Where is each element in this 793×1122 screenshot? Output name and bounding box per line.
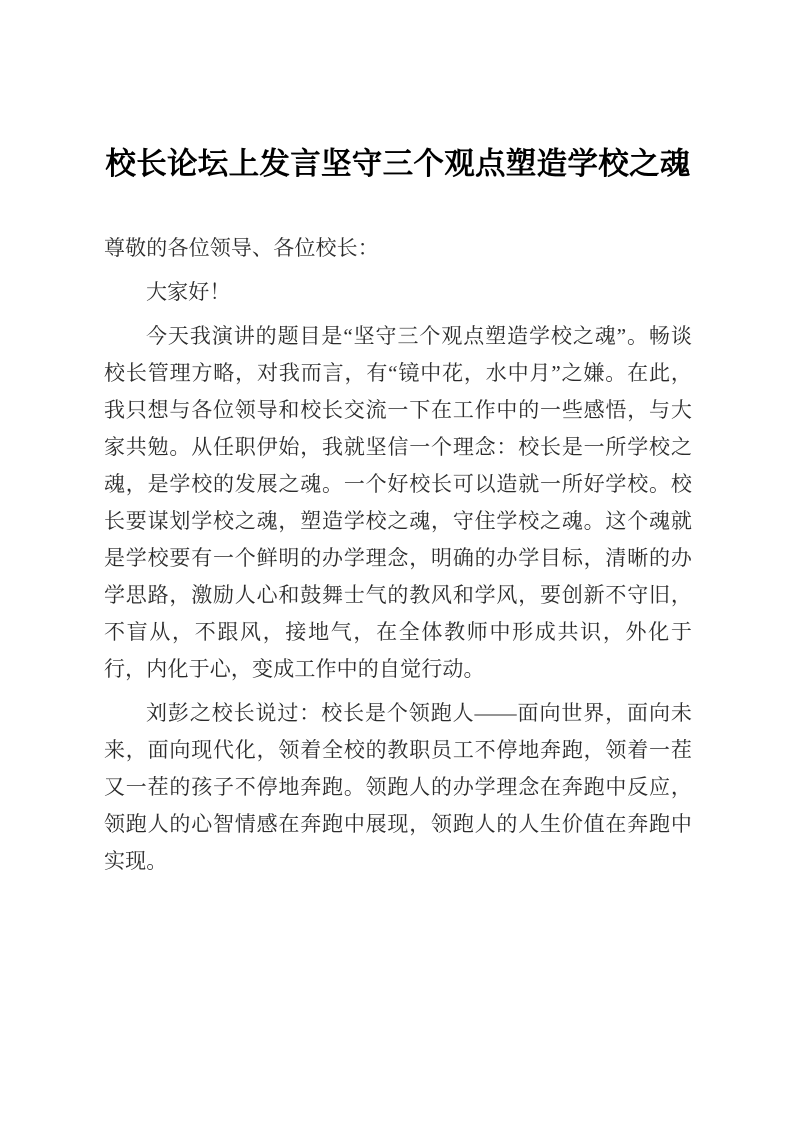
page-title: 校长论坛上发言坚守三个观点塑造学校之魂 [105,147,691,181]
paragraph-gap [104,688,692,695]
paragraph-body-1: 今天我演讲的题目是“坚守三个观点塑造学校之魂”。畅谈校长管理方略，对我而言，有“镜中花，水中月”之嫌。在此，我只想与各位领导和校长交流一下在工作中的一些感悟，与大家共勉。从任职伊始，我就坚信一个理念：校长是一所学校之魂，是学校的发展之魂。一个好校长可以造就一所好学校。校长要谋划学校之魂，塑造学校之魂，守住学校之魂。这个魂就是学校要有一个鲜明的办学理念，明确的办学目标，清晰的办学思路，激励人心和鼓舞士气的教风和学风，要创新不守旧，不盲从，不跟风，接地气，在全体教师中形成共识，外化于行，内化于心，变成工作中的自觉行动。 [104,324,692,681]
paragraph-gap [104,311,692,318]
paragraph-body-2: 刘彭之校长说过：校长是个领跑人——面向世界，面向未来，面向现代化，领着全校的教职员工不停地奔跑，领着一茬又一茬的孩子不停地奔跑。领跑人的办学理念在奔跑中反应，领跑人的心智情感在奔跑中展现，领跑人的人生价值在奔跑中实现。 [104,701,692,873]
paragraph-salutation: 尊敬的各位领导、各位校长： [104,236,379,260]
paragraph-gap [104,267,692,274]
paragraph-greeting: 大家好！ [146,280,231,304]
title-spacer [104,185,692,230]
document-body [104,143,692,880]
